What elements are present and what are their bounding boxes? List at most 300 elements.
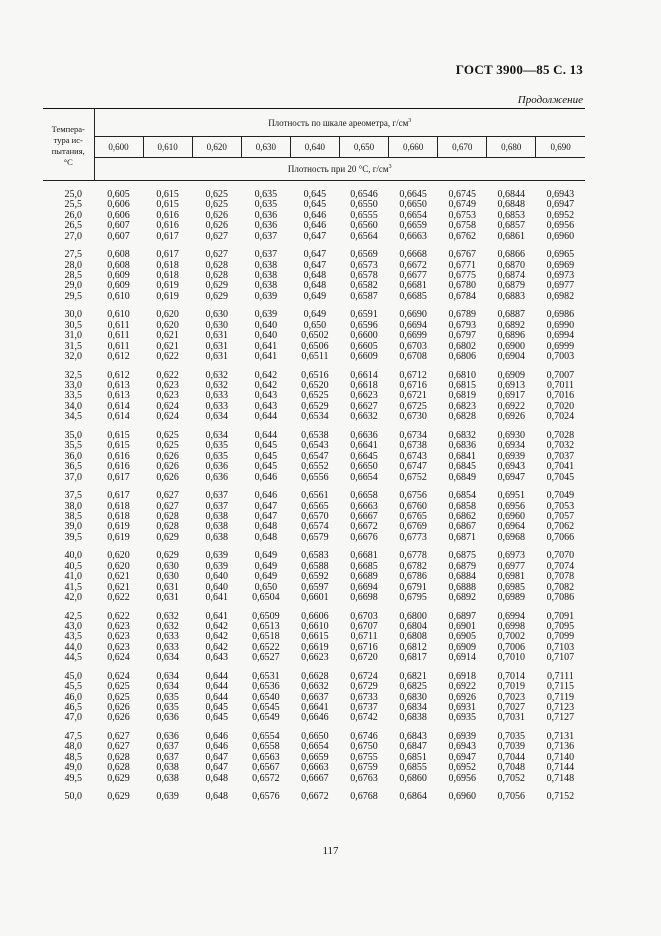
temperature-cell: 39,5 [64, 531, 82, 543]
density-cell: 0,6511 [301, 351, 329, 363]
density-column-header: 0,650 [339, 137, 388, 158]
density-cell: 0,6800 [399, 610, 427, 622]
density-cell: 0,6960 [546, 230, 575, 242]
density-cell: 0,7019 [497, 681, 526, 693]
density-cell: 0,645 [303, 199, 327, 211]
temperature-cell: 37,5 [64, 490, 82, 502]
table-row [43, 593, 585, 603]
density-cell: 0,6778 [399, 550, 427, 562]
density-cell: 0,6520 [301, 380, 329, 392]
density-cell: 0,615 [107, 429, 130, 441]
temperature-cell: 49,5 [64, 772, 82, 784]
density-cell: 0,7123 [546, 701, 575, 713]
density-cell: 0,632 [205, 380, 228, 392]
density-cell: 0,6569 [350, 249, 378, 261]
density-cell: 0,6926 [448, 691, 476, 703]
density-cell: 0,6746 [350, 730, 378, 742]
density-cell: 0,648 [205, 772, 228, 784]
density-cell: 0,644 [205, 691, 228, 703]
density-cell: 0,6724 [350, 670, 378, 682]
density-cell: 0,7020 [546, 400, 575, 412]
density-cell: 0,615 [107, 440, 130, 452]
density-cell: 0,621 [107, 571, 130, 583]
density-cell: 0,626 [156, 461, 179, 473]
density-cell: 0,6804 [399, 620, 427, 632]
density-cell: 0,6690 [399, 309, 427, 321]
density-cell: 0,7035 [497, 730, 526, 742]
density-cell: 0,645 [254, 440, 278, 452]
density-cell: 0,6641 [301, 701, 329, 713]
density-cell: 0,6554 [252, 730, 280, 742]
density-cell: 0,6812 [399, 641, 427, 653]
density-cell: 0,6874 [497, 270, 526, 282]
density-cell: 0,614 [107, 411, 130, 423]
density-cell: 0,621 [107, 581, 130, 593]
density-cell: 0,6771 [448, 259, 476, 271]
density-cell: 0,6759 [350, 762, 378, 774]
temperature-cell: 46,0 [64, 691, 82, 703]
density-cell: 0,6623 [301, 652, 329, 664]
density-cell: 0,619 [107, 531, 130, 543]
density-cell: 0,6587 [350, 290, 378, 302]
density-cell: 0,631 [205, 351, 228, 363]
density-cell: 0,623 [156, 380, 179, 392]
density-cell: 0,7095 [546, 620, 575, 632]
density-cell: 0,619 [156, 290, 179, 302]
caption-superscript: 3 [388, 164, 392, 170]
density-cell: 0,637 [205, 490, 228, 502]
density-cell: 0,6844 [497, 189, 526, 200]
density-cell: 0,6897 [448, 610, 476, 622]
density-cell: 0,6791 [399, 581, 427, 593]
density-cell: 0,627 [156, 490, 179, 502]
density-cell: 0,7024 [546, 411, 575, 423]
density-cell: 0,6947 [448, 751, 476, 763]
density-cell: 0,6986 [546, 309, 575, 321]
density-cell: 0,6909 [497, 369, 526, 381]
density-cell: 0,6654 [301, 741, 329, 753]
density-cell: 0,645 [254, 450, 278, 462]
table-row [43, 713, 585, 723]
density-cell: 0,6832 [448, 429, 476, 441]
density-cell: 0,6525 [301, 390, 329, 402]
density-cell: 0,617 [107, 490, 130, 502]
density-cell: 0,6806 [448, 351, 476, 363]
density-cell: 0,638 [254, 280, 278, 292]
density-cell: 0,642 [254, 369, 278, 381]
hydrometer-density-caption-text: Плотность по шкале ареометра, г/см [268, 117, 409, 128]
density-cell: 0,634 [205, 429, 228, 441]
density-cell: 0,619 [156, 280, 179, 292]
density-cell: 0,627 [205, 249, 228, 261]
density-cell: 0,620 [107, 560, 130, 572]
density-cell: 0,648 [303, 270, 327, 282]
density-cell: 0,648 [205, 791, 228, 803]
density-cell: 0,6871 [448, 531, 476, 543]
density-cell: 0,6939 [448, 730, 476, 742]
density-cell: 0,6504 [252, 591, 280, 603]
density-cell: 0,633 [205, 400, 228, 412]
density-cell: 0,635 [254, 189, 278, 200]
density-cell: 0,625 [156, 440, 179, 452]
density-cell: 0,6502 [301, 330, 329, 342]
density-cell: 0,6866 [497, 249, 526, 261]
density-cell: 0,6752 [399, 471, 427, 483]
density-cell: 0,6588 [301, 560, 329, 572]
density-cell: 0,6786 [399, 571, 427, 583]
density-cell: 0,6685 [399, 290, 427, 302]
density-cell: 0,6663 [399, 230, 427, 242]
density-cell: 0,6935 [448, 712, 476, 724]
temperature-cell: 43,0 [64, 620, 82, 632]
density-cell: 0,7003 [546, 351, 575, 363]
density-cell: 0,643 [254, 400, 278, 412]
density-cell: 0,605 [107, 189, 130, 200]
density-cell: 0,647 [205, 762, 228, 774]
density-cell: 0,6615 [301, 631, 329, 643]
density-cell: 0,6506 [301, 340, 329, 352]
density-cell: 0,7023 [497, 691, 526, 703]
density-cell: 0,6968 [497, 531, 526, 543]
density-cell: 0,7119 [546, 691, 574, 703]
density-cell: 0,6956 [497, 500, 526, 512]
density-cell: 0,6565 [301, 500, 329, 512]
temperature-cell: 49,0 [64, 762, 82, 774]
density-cell: 0,6760 [399, 500, 427, 512]
density-cell: 0,6773 [399, 531, 427, 543]
density-cell: 0,6867 [448, 521, 476, 533]
density-cell: 0,646 [303, 220, 327, 232]
density-cell: 0,627 [107, 741, 130, 753]
density-cell: 0,7007 [546, 369, 575, 381]
density-cell: 0,625 [205, 199, 228, 211]
hydrometer-density-caption [94, 109, 585, 137]
density-cell: 0,633 [205, 390, 228, 402]
density-cell: 0,7010 [497, 652, 526, 664]
density-cell: 0,6650 [399, 199, 427, 211]
density-cell: 0,6676 [350, 531, 378, 543]
density-cell: 0,642 [205, 631, 228, 643]
density-cell: 0,616 [107, 461, 130, 473]
density-cell: 0,6939 [497, 450, 526, 462]
density-cell: 0,647 [254, 510, 278, 522]
density-conversion-table [43, 108, 585, 803]
density-cell: 0,6659 [301, 751, 329, 763]
density-cell: 0,6864 [399, 791, 427, 803]
density-cell: 0,641 [254, 340, 278, 352]
density-cell: 0,6619 [301, 641, 329, 653]
density-cell: 0,6797 [448, 330, 476, 342]
density-cell: 0,637 [156, 741, 179, 753]
density-cell: 0,642 [205, 641, 228, 653]
density-cell: 0,628 [107, 751, 130, 763]
temperature-cell: 32,0 [64, 351, 82, 363]
density-cell: 0,623 [107, 631, 130, 643]
density-cell: 0,6990 [546, 319, 575, 331]
density-cell: 0,644 [254, 411, 278, 423]
density-cell: 0,6543 [301, 440, 329, 452]
density-20c-caption [94, 158, 585, 181]
temperature-header-line: пытания, [51, 145, 85, 156]
density-cell: 0,6734 [399, 429, 427, 441]
density-cell: 0,6627 [350, 400, 378, 412]
density-cell: 0,646 [254, 471, 278, 483]
density-cell: 0,624 [156, 411, 179, 423]
density-cell: 0,6888 [448, 581, 476, 593]
density-cell: 0,6708 [399, 351, 427, 363]
density-cell: 0,6883 [497, 290, 526, 302]
density-column-header: 0,670 [438, 137, 487, 158]
density-cell: 0,631 [205, 340, 228, 352]
density-cell: 0,620 [107, 550, 130, 562]
density-cell: 0,6875 [448, 550, 476, 562]
density-cell: 0,7062 [546, 521, 575, 533]
density-cell: 0,6830 [399, 691, 427, 703]
density-cell: 0,6763 [350, 772, 378, 784]
density-cell: 0,7127 [546, 712, 575, 724]
density-cell: 0,6793 [448, 319, 476, 331]
density-cell: 0,6646 [301, 712, 329, 724]
density-cell: 0,6685 [350, 560, 378, 572]
density-cell: 0,6989 [497, 591, 526, 603]
density-cell: 0,626 [156, 471, 179, 483]
density-cell: 0,6570 [301, 510, 329, 522]
density-cell: 0,6534 [301, 411, 329, 423]
density-cell: 0,645 [254, 461, 278, 473]
density-cell: 0,6578 [350, 270, 378, 282]
density-cell: 0,6999 [546, 340, 575, 352]
density-column-header: 0,610 [143, 137, 192, 158]
density-cell: 0,626 [205, 220, 228, 232]
density-cell: 0,6913 [497, 380, 526, 392]
density-cell: 0,6930 [497, 429, 526, 441]
temperature-cell: 33,5 [64, 390, 82, 402]
density-cell: 0,6836 [448, 440, 476, 452]
density-cell: 0,7053 [546, 500, 575, 512]
temperature-cell: 32,5 [64, 369, 82, 381]
density-cell: 0,607 [107, 230, 130, 242]
density-cell: 0,6556 [301, 471, 329, 483]
density-cell: 0,644 [205, 670, 228, 682]
density-cell: 0,6605 [350, 340, 378, 352]
density-cell: 0,6716 [399, 380, 427, 392]
density-cell: 0,6737 [350, 701, 378, 713]
density-cell: 0,640 [254, 319, 278, 331]
density-cell: 0,639 [205, 560, 228, 572]
density-cell: 0,645 [205, 701, 228, 713]
table-row [43, 462, 585, 472]
density-cell: 0,609 [107, 270, 130, 282]
density-cell: 0,643 [205, 652, 228, 664]
temperature-cell: 48,0 [64, 741, 82, 753]
density-cell: 0,6808 [399, 631, 427, 643]
density-cell: 0,642 [205, 620, 228, 632]
density-cell: 0,618 [156, 259, 179, 271]
density-cell: 0,6597 [301, 581, 329, 593]
density-cell: 0,628 [205, 259, 228, 271]
density-cell: 0,6901 [448, 620, 476, 632]
density-cell: 0,637 [205, 500, 228, 512]
density-cell: 0,645 [303, 189, 327, 200]
density-cell: 0,7014 [497, 670, 526, 682]
density-cell: 0,649 [254, 550, 278, 562]
temperature-cell: 36,5 [64, 461, 82, 473]
temperature-cell: 40,5 [64, 560, 82, 572]
density-cell: 0,629 [107, 772, 130, 784]
temperature-cell: 47,5 [64, 730, 82, 742]
density-cell: 0,6998 [497, 620, 526, 632]
density-cell: 0,6721 [399, 390, 427, 402]
density-cell: 0,636 [205, 461, 228, 473]
density-cell: 0,6887 [497, 309, 526, 321]
density-cell: 0,6550 [350, 199, 378, 211]
density-cell: 0,6560 [350, 220, 378, 232]
density-cell: 0,637 [156, 751, 179, 763]
density-cell: 0,636 [254, 220, 278, 232]
density-cell: 0,6601 [301, 591, 329, 603]
density-cell: 0,6513 [252, 620, 280, 632]
temperature-cell: 42,5 [64, 610, 82, 622]
density-cell: 0,647 [303, 230, 327, 242]
density-cell: 0,6918 [448, 670, 476, 682]
density-cell: 0,6900 [497, 340, 526, 352]
temperature-cell: 41,0 [64, 571, 82, 583]
density-cell: 0,6914 [448, 652, 476, 664]
density-cell: 0,6610 [301, 620, 329, 632]
density-cell: 0,616 [156, 209, 179, 221]
density-cell: 0,6834 [399, 701, 427, 713]
density-cell: 0,6681 [399, 280, 427, 292]
density-cell: 0,6879 [497, 280, 526, 292]
density-cell: 0,630 [205, 319, 228, 331]
density-cell: 0,6572 [252, 772, 280, 784]
density-cell: 0,6956 [546, 220, 575, 232]
density-cell: 0,6849 [448, 471, 476, 483]
density-cell: 0,650 [254, 581, 278, 593]
page-number: 117 [322, 845, 339, 857]
density-cell: 0,648 [254, 531, 278, 543]
density-cell: 0,7052 [497, 772, 526, 784]
density-cell: 0,6750 [350, 741, 378, 753]
table-row [43, 682, 585, 692]
density-cell: 0,6567 [252, 762, 280, 774]
density-cell: 0,626 [205, 209, 228, 221]
temperature-cell: 26,0 [64, 209, 82, 221]
density-cell: 0,6749 [448, 199, 476, 211]
density-cell: 0,637 [254, 249, 278, 261]
density-cell: 0,7002 [497, 631, 526, 643]
density-cell: 0,6892 [448, 591, 476, 603]
density-cell: 0,6672 [399, 259, 427, 271]
density-cell: 0,6951 [497, 490, 526, 502]
density-cell: 0,7152 [546, 791, 575, 803]
density-cell: 0,6654 [399, 209, 427, 221]
density-cell: 0,639 [254, 290, 278, 302]
density-cell: 0,647 [303, 259, 327, 271]
density-cell: 0,6645 [350, 450, 378, 462]
density-cell: 0,624 [156, 400, 179, 412]
temperature-cell: 45,0 [64, 670, 82, 682]
temperature-cell: 34,0 [64, 400, 82, 412]
density-cell: 0,6694 [399, 319, 427, 331]
density-cell: 0,611 [107, 340, 130, 352]
density-cell: 0,642 [254, 380, 278, 392]
density-cell: 0,7136 [546, 741, 575, 753]
density-cell: 0,632 [205, 369, 228, 381]
density-cell: 0,6720 [350, 652, 378, 664]
density-cell: 0,6973 [546, 270, 575, 282]
temperature-cell: 38,5 [64, 510, 82, 522]
density-cell: 0,649 [254, 560, 278, 572]
density-cell: 0,650 [303, 319, 327, 331]
density-cell: 0,7041 [546, 461, 575, 473]
density-cell: 0,6738 [399, 440, 427, 452]
density-cell: 0,615 [156, 189, 179, 200]
density-cell: 0,6733 [350, 691, 378, 703]
table-body [43, 190, 585, 803]
density-cell: 0,638 [254, 270, 278, 282]
density-cell: 0,6758 [448, 220, 476, 232]
density-cell: 0,7045 [546, 471, 575, 483]
density-cell: 0,6977 [497, 560, 526, 572]
density-cell: 0,7099 [546, 631, 575, 643]
density-cell: 0,6689 [350, 571, 378, 583]
density-cell: 0,626 [107, 712, 130, 724]
density-cell: 0,6703 [350, 610, 378, 622]
density-cell: 0,6931 [448, 701, 476, 713]
table-row [43, 473, 585, 483]
density-cell: 0,647 [205, 751, 228, 763]
density-cell: 0,612 [107, 369, 130, 381]
density-cell: 0,6632 [350, 411, 378, 423]
density-cell: 0,6810 [448, 369, 476, 381]
temperature-cell: 25,0 [64, 189, 82, 200]
density-cell: 0,6994 [546, 330, 575, 342]
density-cell: 0,617 [156, 249, 179, 261]
density-cell: 0,7082 [546, 581, 575, 593]
table-row [43, 653, 585, 663]
density-cell: 0,6795 [399, 591, 427, 603]
density-cell: 0,6985 [497, 581, 526, 593]
density-cell: 0,6573 [350, 259, 378, 271]
table-row [43, 792, 585, 802]
density-cell: 0,637 [254, 230, 278, 242]
density-cell: 0,6943 [448, 741, 476, 753]
temperature-cell: 50,0 [64, 791, 82, 803]
density-cell: 0,6677 [399, 270, 427, 282]
density-cell: 0,629 [107, 791, 130, 803]
density-cell: 0,6596 [350, 319, 378, 331]
temperature-header-line: Темпера- [51, 123, 85, 134]
density-cell: 0,613 [107, 380, 130, 392]
density-cell: 0,6934 [497, 440, 526, 452]
density-cell: 0,632 [156, 620, 179, 632]
density-cell: 0,6637 [301, 691, 329, 703]
density-cell: 0,7131 [546, 730, 575, 742]
temperature-cell: 35,5 [64, 440, 82, 452]
density-cell: 0,635 [205, 440, 228, 452]
density-cell: 0,624 [107, 670, 130, 682]
density-cell: 0,622 [107, 610, 130, 622]
density-cell: 0,625 [107, 681, 130, 693]
density-columns-row [43, 137, 585, 158]
temperature-cell: 33,0 [64, 380, 82, 392]
density-table-wrapper [43, 108, 585, 803]
density-column-header: 0,680 [487, 137, 536, 158]
temperature-cell: 26,5 [64, 220, 82, 232]
density-cell: 0,6618 [350, 380, 378, 392]
temperature-cell: 37,0 [64, 471, 82, 483]
